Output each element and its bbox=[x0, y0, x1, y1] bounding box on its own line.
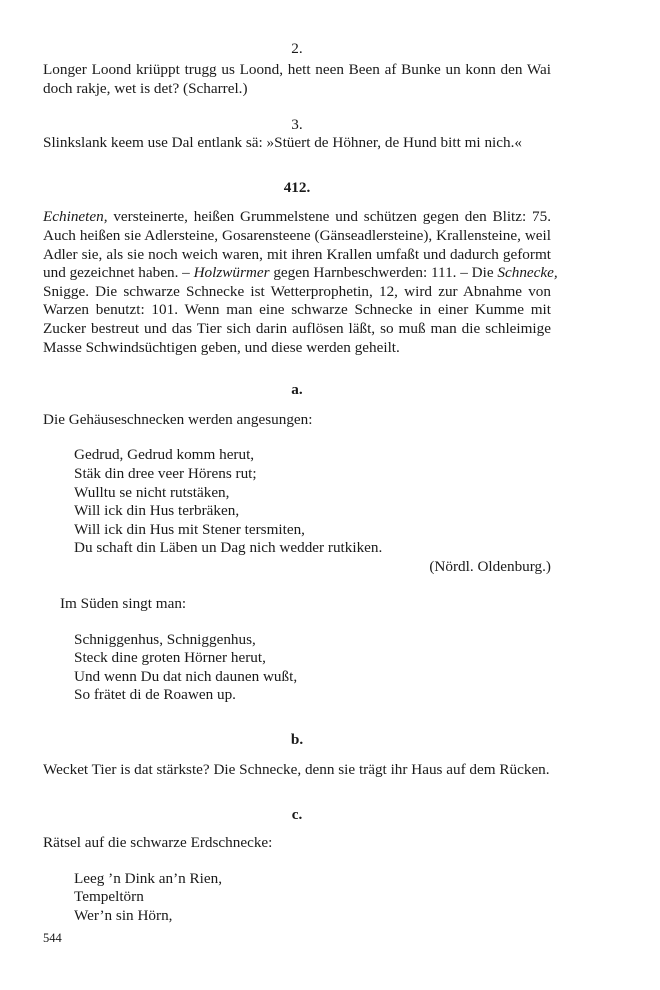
section-412-line-3: Adler sie, als sie noch weich waren, mit ihren Krallen umfaßt und dadurch geformt bbox=[43, 246, 551, 263]
term-schnecke: Schnecke, bbox=[497, 264, 558, 281]
section-412-heading: 412. bbox=[283, 179, 311, 196]
verse-line: Will ick din Hus terbräken, bbox=[74, 502, 240, 519]
riddle-3-number: 3. bbox=[291, 116, 303, 133]
verse-line: Wer’n sin Hörn, bbox=[74, 907, 173, 924]
section-412-line-7: Zucker bestreut und das Tier sich darin auflösen läßt, so muß man die schleimige bbox=[43, 320, 551, 337]
section-412-line-2: Auch heißen sie Adlersteine, Gosarensteene (Gänseadlersteine), Krallensteine, weil bbox=[43, 227, 551, 244]
riddle-2-line-2: doch rakje, wet is det? (Scharrel.) bbox=[43, 80, 248, 97]
term-holzwuermer: Holzwürmer bbox=[193, 264, 270, 281]
part-b-text: Wecket Tier is dat stärkste? Die Schnecke, denn sie trägt ihr Haus auf dem Rücken. bbox=[43, 761, 550, 778]
section-412-line-4: und gezeichnet haben. – Holzwürmer gegen Harnbeschwerden: 111. – Die Schnecke, bbox=[43, 264, 558, 281]
south-intro: Im Süden singt man: bbox=[60, 595, 187, 612]
verse-line: Und wenn Du dat nich daunen wußt, bbox=[74, 668, 298, 685]
verse-line: Schniggenhus, Schniggenhus, bbox=[74, 631, 256, 648]
verse-line: Du schaft din Läben un Dag nich wedder rutkiken. bbox=[74, 539, 383, 556]
riddle-3-line-1: Slinkslank keem use Dal entlank sä: »Stüert de Höhner, de Hund bitt mi nich.« bbox=[43, 134, 522, 151]
section-412-line-8: Masse Schwindsüchtigen geben, und diese werden geheilt. bbox=[43, 339, 400, 356]
section-412-line-6: Warzen benutzt: 101. Wenn man eine schwarze Schnecke in einer Kumme mit bbox=[43, 301, 551, 318]
term-echineten: Echineten, bbox=[43, 208, 108, 225]
verse-line: Gedrud, Gedrud komm herut, bbox=[74, 446, 255, 463]
section-412-line-1: Echineten, versteinerte, heißen Grummelstene und schützen gegen den Blitz: 75. bbox=[43, 208, 551, 225]
verse-line: Wulltu se nicht rutstäken, bbox=[74, 484, 230, 501]
part-a-heading: a. bbox=[291, 381, 303, 398]
page-number: 544 bbox=[43, 931, 62, 945]
part-b-heading: b. bbox=[290, 731, 304, 748]
verse-line: Tempeltörn bbox=[74, 888, 144, 905]
part-a-intro: Die Gehäuseschnecken werden angesungen: bbox=[43, 411, 313, 428]
verse-source: (Nördl. Oldenburg.) bbox=[429, 558, 551, 575]
part-c-heading: c. bbox=[291, 806, 303, 823]
verse-line: So frätet di de Roawen up. bbox=[74, 686, 236, 703]
verse-line: Steck dine groten Hörner herut, bbox=[74, 649, 266, 666]
verse-line: Stäk din dree veer Hörens rut; bbox=[74, 465, 257, 482]
part-c-intro: Rätsel auf die schwarze Erdschnecke: bbox=[43, 834, 273, 851]
riddle-2-line-1: Longer Loond kriüppt trugg us Loond, hett neen Been af Bunke un konn den Wai bbox=[43, 61, 551, 78]
section-412-line-5: Snigge. Die schwarze Schnecke ist Wetterprophetin, 12, wird zur Abnahme von bbox=[43, 283, 551, 300]
riddle-2-number: 2. bbox=[291, 40, 303, 57]
verse-line: Will ick din Hus mit Stener tersmiten, bbox=[74, 521, 305, 538]
verse-line: Leeg ’n Dink an’n Rien, bbox=[74, 870, 223, 887]
